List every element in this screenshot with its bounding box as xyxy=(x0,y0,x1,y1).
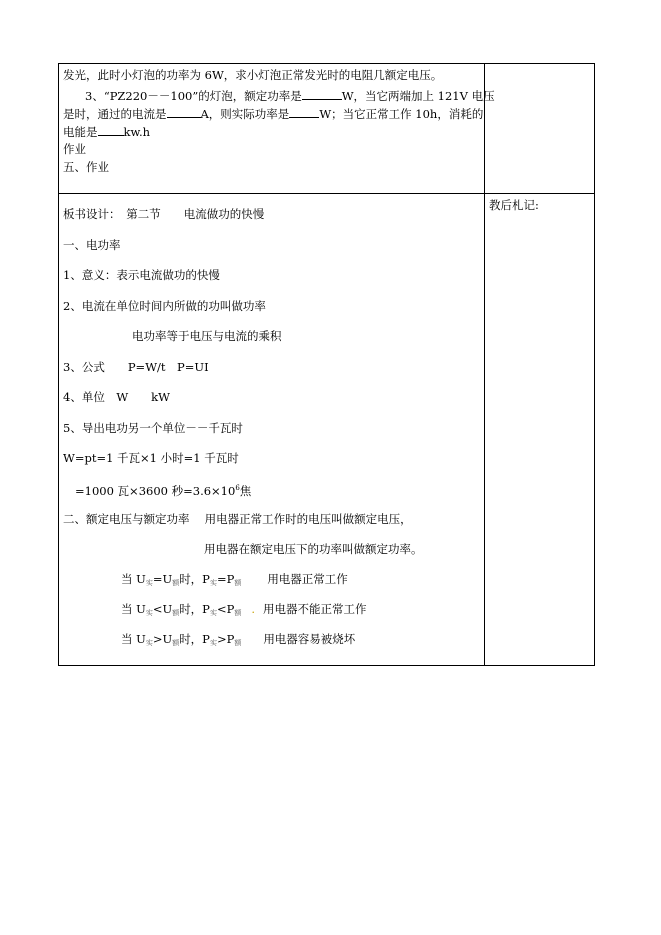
item-definition-2: 电功率等于电压与电流的乘积 xyxy=(132,329,282,343)
comparison-row-greater: 当 $U_实>U_额$时，$P_实>P_额$ 用电器容易被烧坏 xyxy=(121,632,356,647)
answer-blank xyxy=(302,87,342,100)
exercise-cell xyxy=(58,63,495,194)
notes-label: 教后札记: xyxy=(489,198,539,212)
heading-rated: 二、额定电压与额定功率 用电器正常工作时的电压叫做额定电压， xyxy=(63,512,412,526)
rated-power-definition: 用电器在额定电压下的功率叫做额定功率。 xyxy=(204,542,423,556)
exercise-side-cell xyxy=(484,63,595,194)
notes-cell xyxy=(484,193,595,666)
equation-kwh: W=pt=1 千瓦×1 小时=1 千瓦时 xyxy=(63,451,239,465)
item-definition: 2、电流在单位时间内所做的功叫做功率 xyxy=(63,299,266,313)
exercise-line-4: 电能是 kw.h xyxy=(63,125,151,139)
board-title: 板书设计： 第二节 电流做功的快慢 xyxy=(63,207,265,221)
section-five-heading: 五、作业 xyxy=(63,160,109,174)
answer-blank xyxy=(98,123,124,136)
lesson-table xyxy=(58,63,595,666)
stray-dot: . xyxy=(251,602,255,616)
exercise-line-3: 是时，通过的电流是 A，则实际功率是 W；当它正常工作 10h，消耗的 xyxy=(63,107,484,121)
board-design-cell xyxy=(58,193,485,666)
comparison-row-equal: 当 $U_实=U_额$时，$P_实=P_额$ 用电器正常工作 xyxy=(121,572,348,587)
heading-power: 一、电功率 xyxy=(63,238,121,252)
item-meaning: 1、意义：表示电流做功的快慢 xyxy=(63,268,220,282)
equation-joule: =1000 瓦×3600 秒$=3.6\times 10^6$焦 xyxy=(75,484,252,498)
item-unit: 4、单位 W kW xyxy=(63,390,170,404)
exercise-line-1: 发光，此时小灯泡的功率为 6W，求小灯泡正常发光时的电阻几额定电压。 xyxy=(63,68,443,82)
exercise-line-2: 3、“PZ220－－100”的灯泡，额定功率是 W，当它两端加上 121V 电压 xyxy=(85,89,495,103)
homework-label: 作业 xyxy=(63,142,86,156)
answer-blank xyxy=(289,105,319,118)
comparison-row-less: 当 $U_实<U_额$时，$P_实<P_额$ . 用电器不能正常工作 xyxy=(121,602,367,617)
answer-blank xyxy=(167,105,201,118)
item-formula: 3、公式 P=W/t P=UI xyxy=(63,360,209,374)
item-kwh: 5、导出电功另一个单位－－千瓦时 xyxy=(63,421,243,435)
